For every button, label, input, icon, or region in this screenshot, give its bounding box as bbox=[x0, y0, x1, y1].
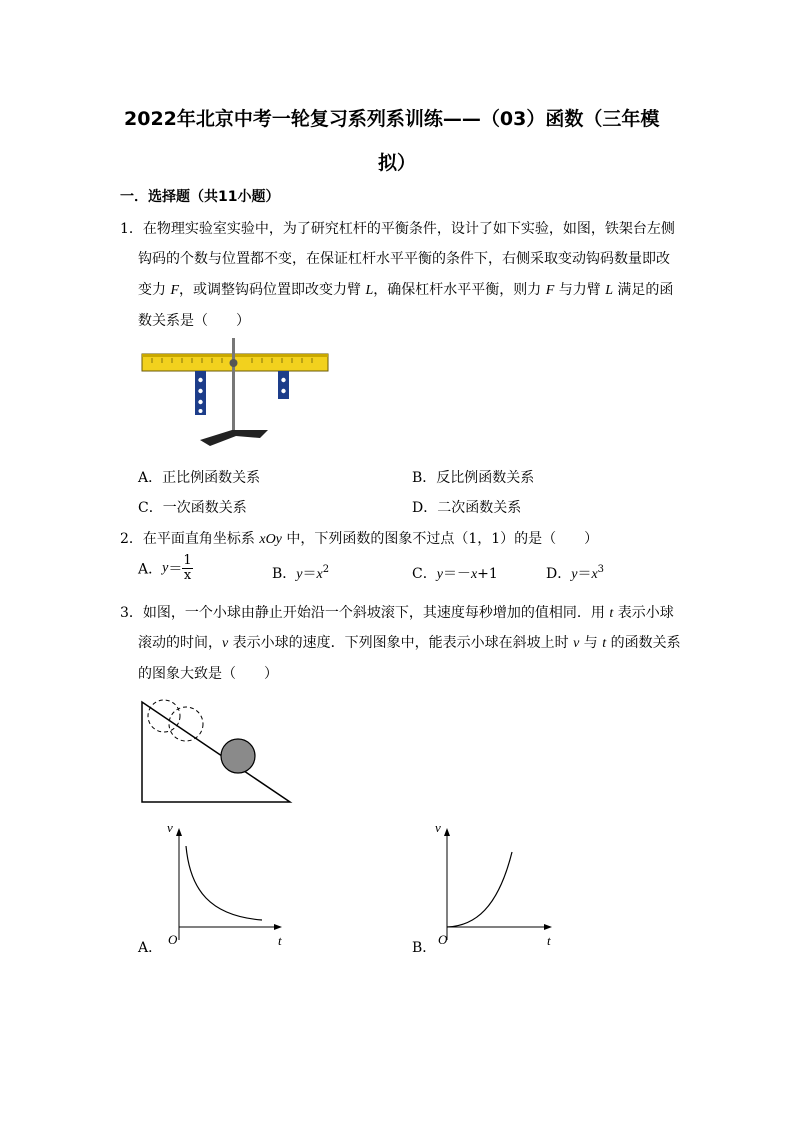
q2-option-c[interactable]: C．y＝－x+1 bbox=[412, 566, 498, 582]
graph-b-x-label: t bbox=[547, 933, 551, 948]
graph-a-x-label: t bbox=[278, 933, 282, 948]
graph-b-x-arrow bbox=[544, 924, 552, 930]
q3-line3: 的图象大致是（ ） bbox=[138, 666, 278, 682]
graph-a-y-arrow bbox=[176, 828, 182, 836]
incline-slope bbox=[142, 702, 290, 802]
q2-option-b[interactable]: B．$y=x^2$ bbox=[272, 564, 330, 582]
graph-a bbox=[160, 820, 290, 950]
q1-line3: 变力 F，或调整钩码位置即改变力臂 L，确保杠杆水平平衡，则力 F 与力臂 L 满足的函 bbox=[138, 282, 674, 298]
graph-b bbox=[430, 820, 560, 950]
stand-base bbox=[200, 430, 268, 446]
graph-b-curve bbox=[447, 852, 512, 927]
q1-option-c[interactable]: C．一次函数关系 bbox=[138, 500, 247, 516]
graph-a-y-label: v bbox=[167, 820, 173, 835]
q3-option-a[interactable]: A． bbox=[138, 940, 163, 956]
rolling-ball bbox=[221, 739, 255, 773]
graph-b-origin: O bbox=[438, 932, 448, 947]
graph-a-x-arrow bbox=[274, 924, 282, 930]
right-weights bbox=[278, 371, 289, 399]
lever-apparatus-figure bbox=[140, 338, 332, 450]
incline-figure bbox=[138, 694, 298, 804]
q1-option-b[interactable]: B．反比例函数关系 bbox=[412, 470, 535, 486]
q1-option-a[interactable]: A．正比例函数关系 bbox=[138, 470, 261, 486]
q2-option-a[interactable]: A．y＝ $\frac{1}{x}$ bbox=[138, 553, 192, 583]
q3-line1: 3．如图，一个小球由静止开始沿一个斜坡滚下，其速度每秒增加的值相同．用 t 表示小球 bbox=[120, 605, 674, 621]
q2-stem: 2．在平面直角坐标系 xOy 中，下列函数的图象不过点（1，1）的是（ ） bbox=[120, 531, 599, 547]
stand-rod bbox=[232, 338, 235, 434]
q3-line2: 滚动的时间，v 表示小球的速度．下列图象中，能表示小球在斜坡上时 v 与 t 的函数关系 bbox=[138, 635, 681, 651]
pivot bbox=[230, 359, 238, 367]
q1-option-d[interactable]: D．二次函数关系 bbox=[412, 500, 522, 516]
graph-b-y-arrow bbox=[444, 828, 450, 836]
q1-line1: 1．在物理实验室实验中，为了研究杠杆的平衡条件，设计了如下实验，如图，铁架台左侧 bbox=[120, 221, 675, 237]
graph-b-y-label: v bbox=[435, 820, 441, 835]
graph-a-origin: O bbox=[168, 932, 178, 947]
page-title-line2: 拟） bbox=[378, 152, 417, 174]
section-heading: 一．选择题（共11小题） bbox=[120, 189, 280, 205]
page-title-line1: 2022年北京中考一轮复习系列系训练——（03）函数（三年模 bbox=[124, 108, 660, 130]
graph-a-curve bbox=[186, 846, 262, 920]
q2-option-d[interactable]: D．$y=x^3$ bbox=[546, 564, 605, 582]
q3-option-b[interactable]: B． bbox=[412, 940, 437, 956]
q1-line2: 钩码的个数与位置都不变，在保证杠杆水平平衡的条件下，右侧采取变动钩码数量即改 bbox=[138, 251, 670, 267]
q1-line4: 数关系是（ ） bbox=[138, 313, 250, 329]
